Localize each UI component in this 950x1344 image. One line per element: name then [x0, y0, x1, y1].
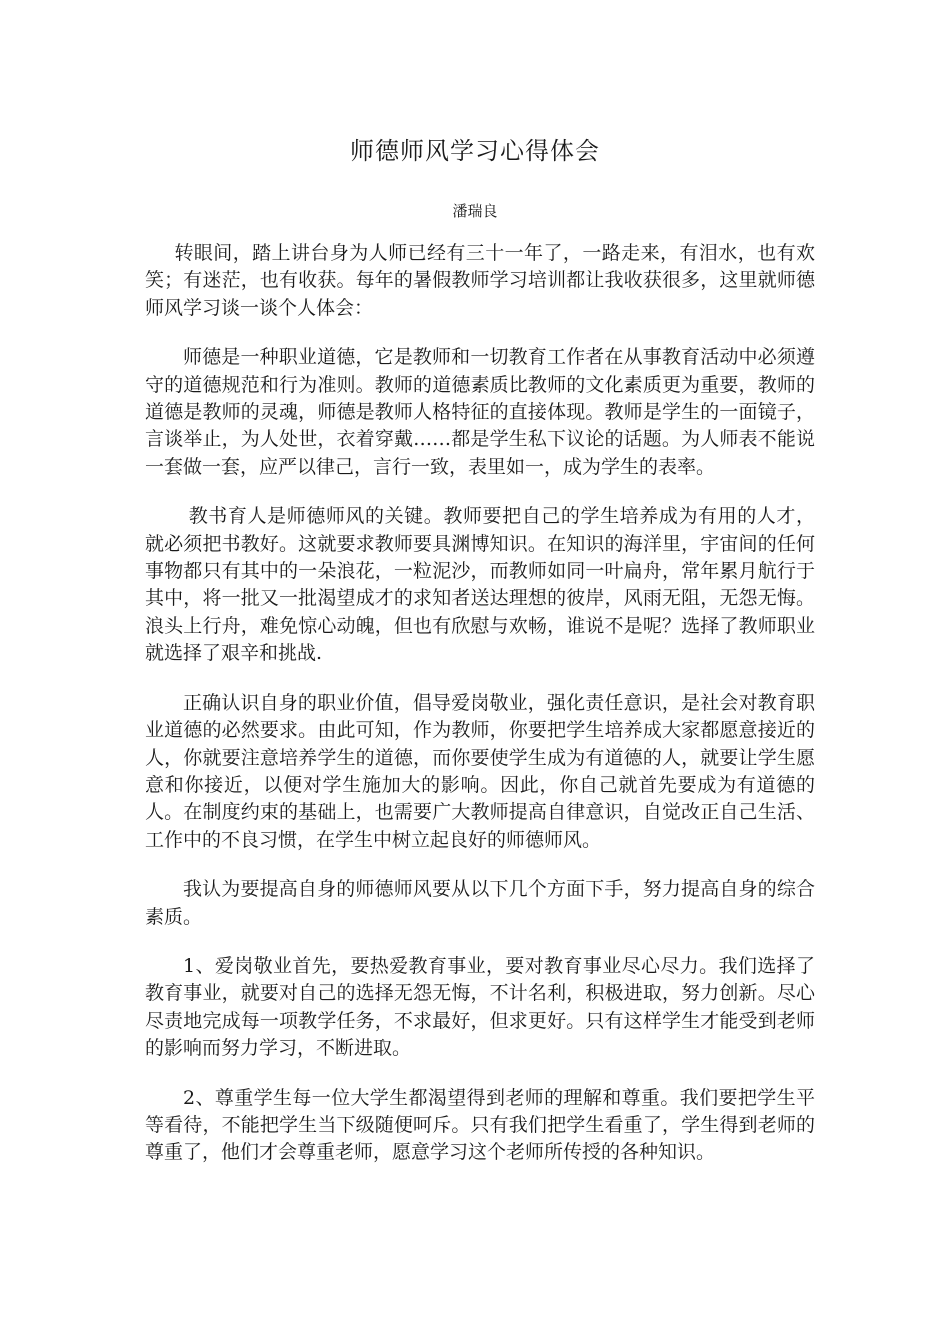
- document-title: 师德师风学习心得体会: [350, 137, 600, 165]
- document-author: 潘瑞良: [452, 202, 498, 220]
- paragraph-point-2: 2、尊重学生每一位大学生都渴望得到老师的理解和尊重。我们要把学生平等看待，不能把学生当下级随便呵斥。只有我们把学生看重了，学生得到老师的尊重了，他们才会尊重老师，愿意学习这个老师所传授的各种知识。: [145, 1086, 815, 1164]
- paragraph-teaching: 教书育人是师德师风的关键。教师要把自己的学生培养成为有用的人才，就必须把书教好。这就要求教师要具渊博知识。在知识的海洋里，宇宙间的任何事物都只有其中的一朵浪花，一粒泥沙，而教师如同一叶扁舟，常年累月航行于其中，将一批又一批渴望成才的求知者送达理想的彼岸，风雨无阻，无怨无悔。浪头上行舟，难免惊心动魄，但也有欣慰与欢畅，谁说不是呢？选择了教师职业就选择了艰辛和挑战.: [145, 505, 815, 665]
- paragraph-improvement: 我认为要提高自身的师德师风要从以下几个方面下手，努力提高自身的综合素质。: [145, 878, 815, 928]
- paragraph-professional-value: 正确认识自身的职业价值，倡导爱岗敬业，强化责任意识，是社会对教育职业道德的必然要求。由此可知，作为教师，你要把学生培养成大家都愿意接近的人，你就要注意培养学生的道德，而你要使学生成为有道德的人，就要让学生愿意和你接近，以便对学生施加大的影响。因此，你自己就首先要成为有道德的人。在制度约束的基础上，也需要广大教师提高自律意识，自觉改正自己生活、工作中的不良习惯，在学生中树立起良好的师德师风。: [145, 691, 815, 851]
- paragraph-introduction: 转眼间，踏上讲台身为人师已经有三十一年了，一路走来，有泪水，也有欢笑；有迷茫，也有收获。每年的暑假教师学习培训都让我收获很多，这里就师德师风学习谈一谈个人体会：: [145, 242, 815, 319]
- paragraph-point-1: 1、爱岗敬业首先，要热爱教育事业，要对教育事业尽心尽力。我们选择了教育事业，就要对自己的选择无怨无悔，不计名利，积极进取，努力创新。尽心尽责地完成每一项教学任务，不求最好，但求更好。只有这样学生才能受到老师的影响而努力学习，不断进取。: [145, 954, 815, 1060]
- paragraph-teacher-ethics: 师德是一种职业道德，它是教师和一切教育工作者在从事教育活动中必须遵守的道德规范和行为准则。教师的道德素质比教师的文化素质更为重要，教师的道德是教师的灵魂，师德是教师人格特征的直接体现。教师是学生的一面镜子，言谈举止，为人处世，衣着穿戴……都是学生私下议论的话题。为人师表不能说一套做一套，应严以律己，言行一致，表里如一，成为学生的表率。: [145, 346, 815, 478]
- document-body: [145, 240, 815, 1189]
